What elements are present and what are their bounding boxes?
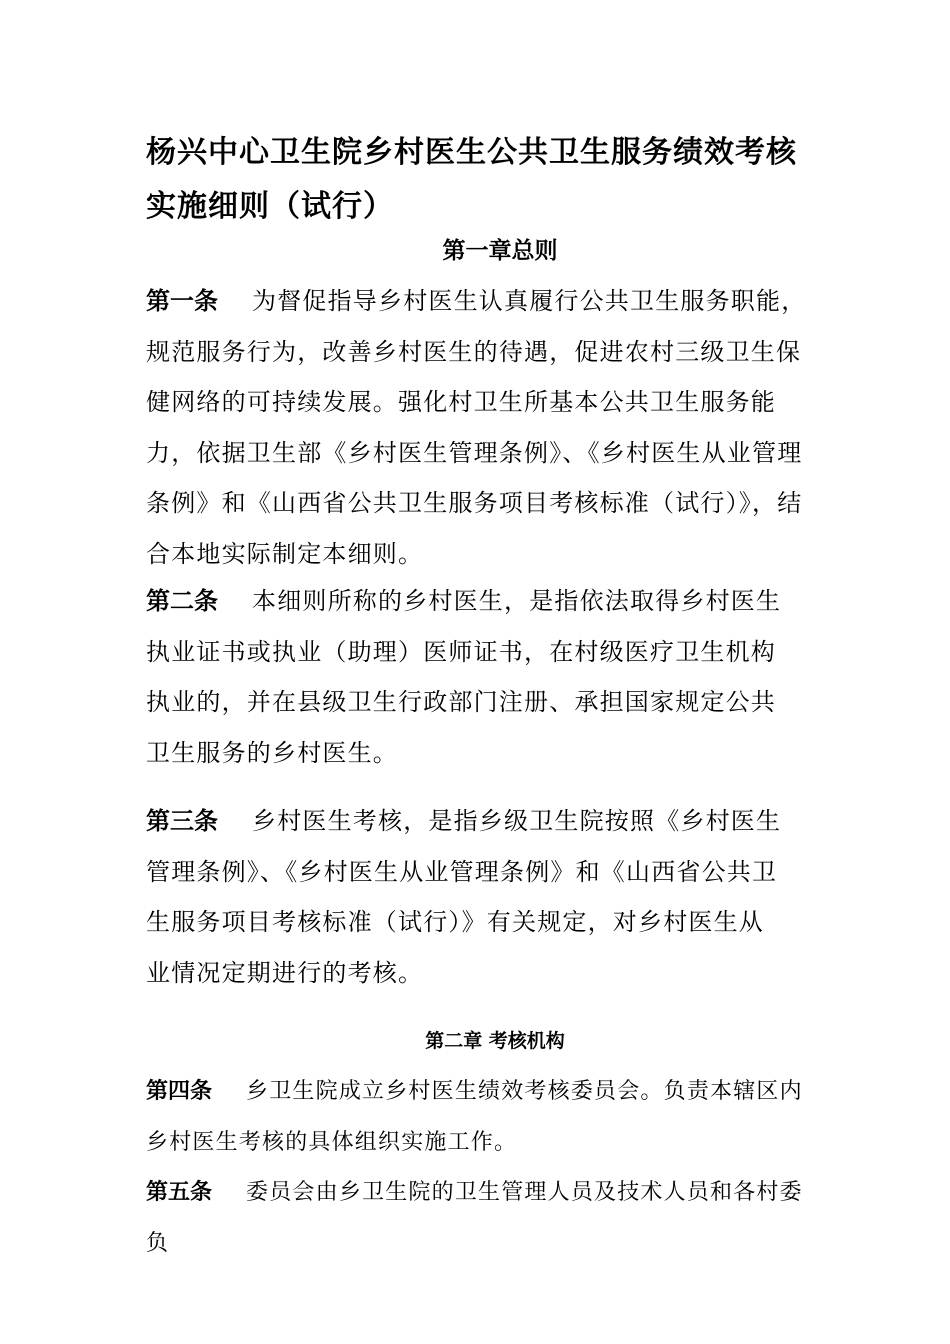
article-number: 第一条 (146, 287, 218, 315)
article-text: 为督促指导乡村医生认真履行公共卫生服务职能，规范服务行为，改善乡村医生的待遇，促进农村三级卫生保健网络的可持续发展。强化村卫生所基本公共卫生服务能力，依据卫生部《乡村医生管理条例》、《乡村医生从业管理条例》和《山西省公共卫生服务项目考核标准（试行）》，结合本地实际制定本细则。 (146, 287, 807, 568)
document-title: 杨兴中心卫生院乡村医生公共卫生服务绩效考核实施细则（试行） (146, 135, 797, 224)
article-3 (146, 796, 786, 998)
article-text: 委员会由乡卫生院的卫生管理人员及技术人员和各村委负 (146, 1180, 803, 1256)
article-text: 乡村医生考核，是指乡级卫生院按照《乡村医生管理条例》、《乡村医生从业管理条例》和《山西省公共卫生服务项目考核标准（试行）》有关规定，对乡村医生从业情况定期进行的考核。 (146, 807, 782, 987)
article-1 (146, 276, 810, 580)
article-number: 第三条 (146, 807, 218, 835)
article-5 (146, 1168, 810, 1269)
article-number: 第二条 (146, 587, 218, 615)
article-number: 第四条 (146, 1079, 213, 1104)
article-text: 本细则所称的乡村医生，是指依法取得乡村医生执业证书或执业（助理）医师证书，在村级医疗卫生机构执业的，并在县级卫生行政部门注册、承担国家规定公共卫生服务的乡村医生。 (146, 587, 782, 767)
chapter-heading-1: 第一章总则 (442, 238, 558, 264)
article-text: 乡卫生院成立乡村医生绩效考核委员会。负责本辖区内乡村医生考核的具体组织实施工作。 (146, 1079, 803, 1155)
article-4 (146, 1067, 810, 1168)
article-number: 第五条 (146, 1180, 213, 1205)
chapter-heading-2: 第二章 考核机构 (425, 1030, 565, 1052)
article-2 (146, 576, 786, 778)
